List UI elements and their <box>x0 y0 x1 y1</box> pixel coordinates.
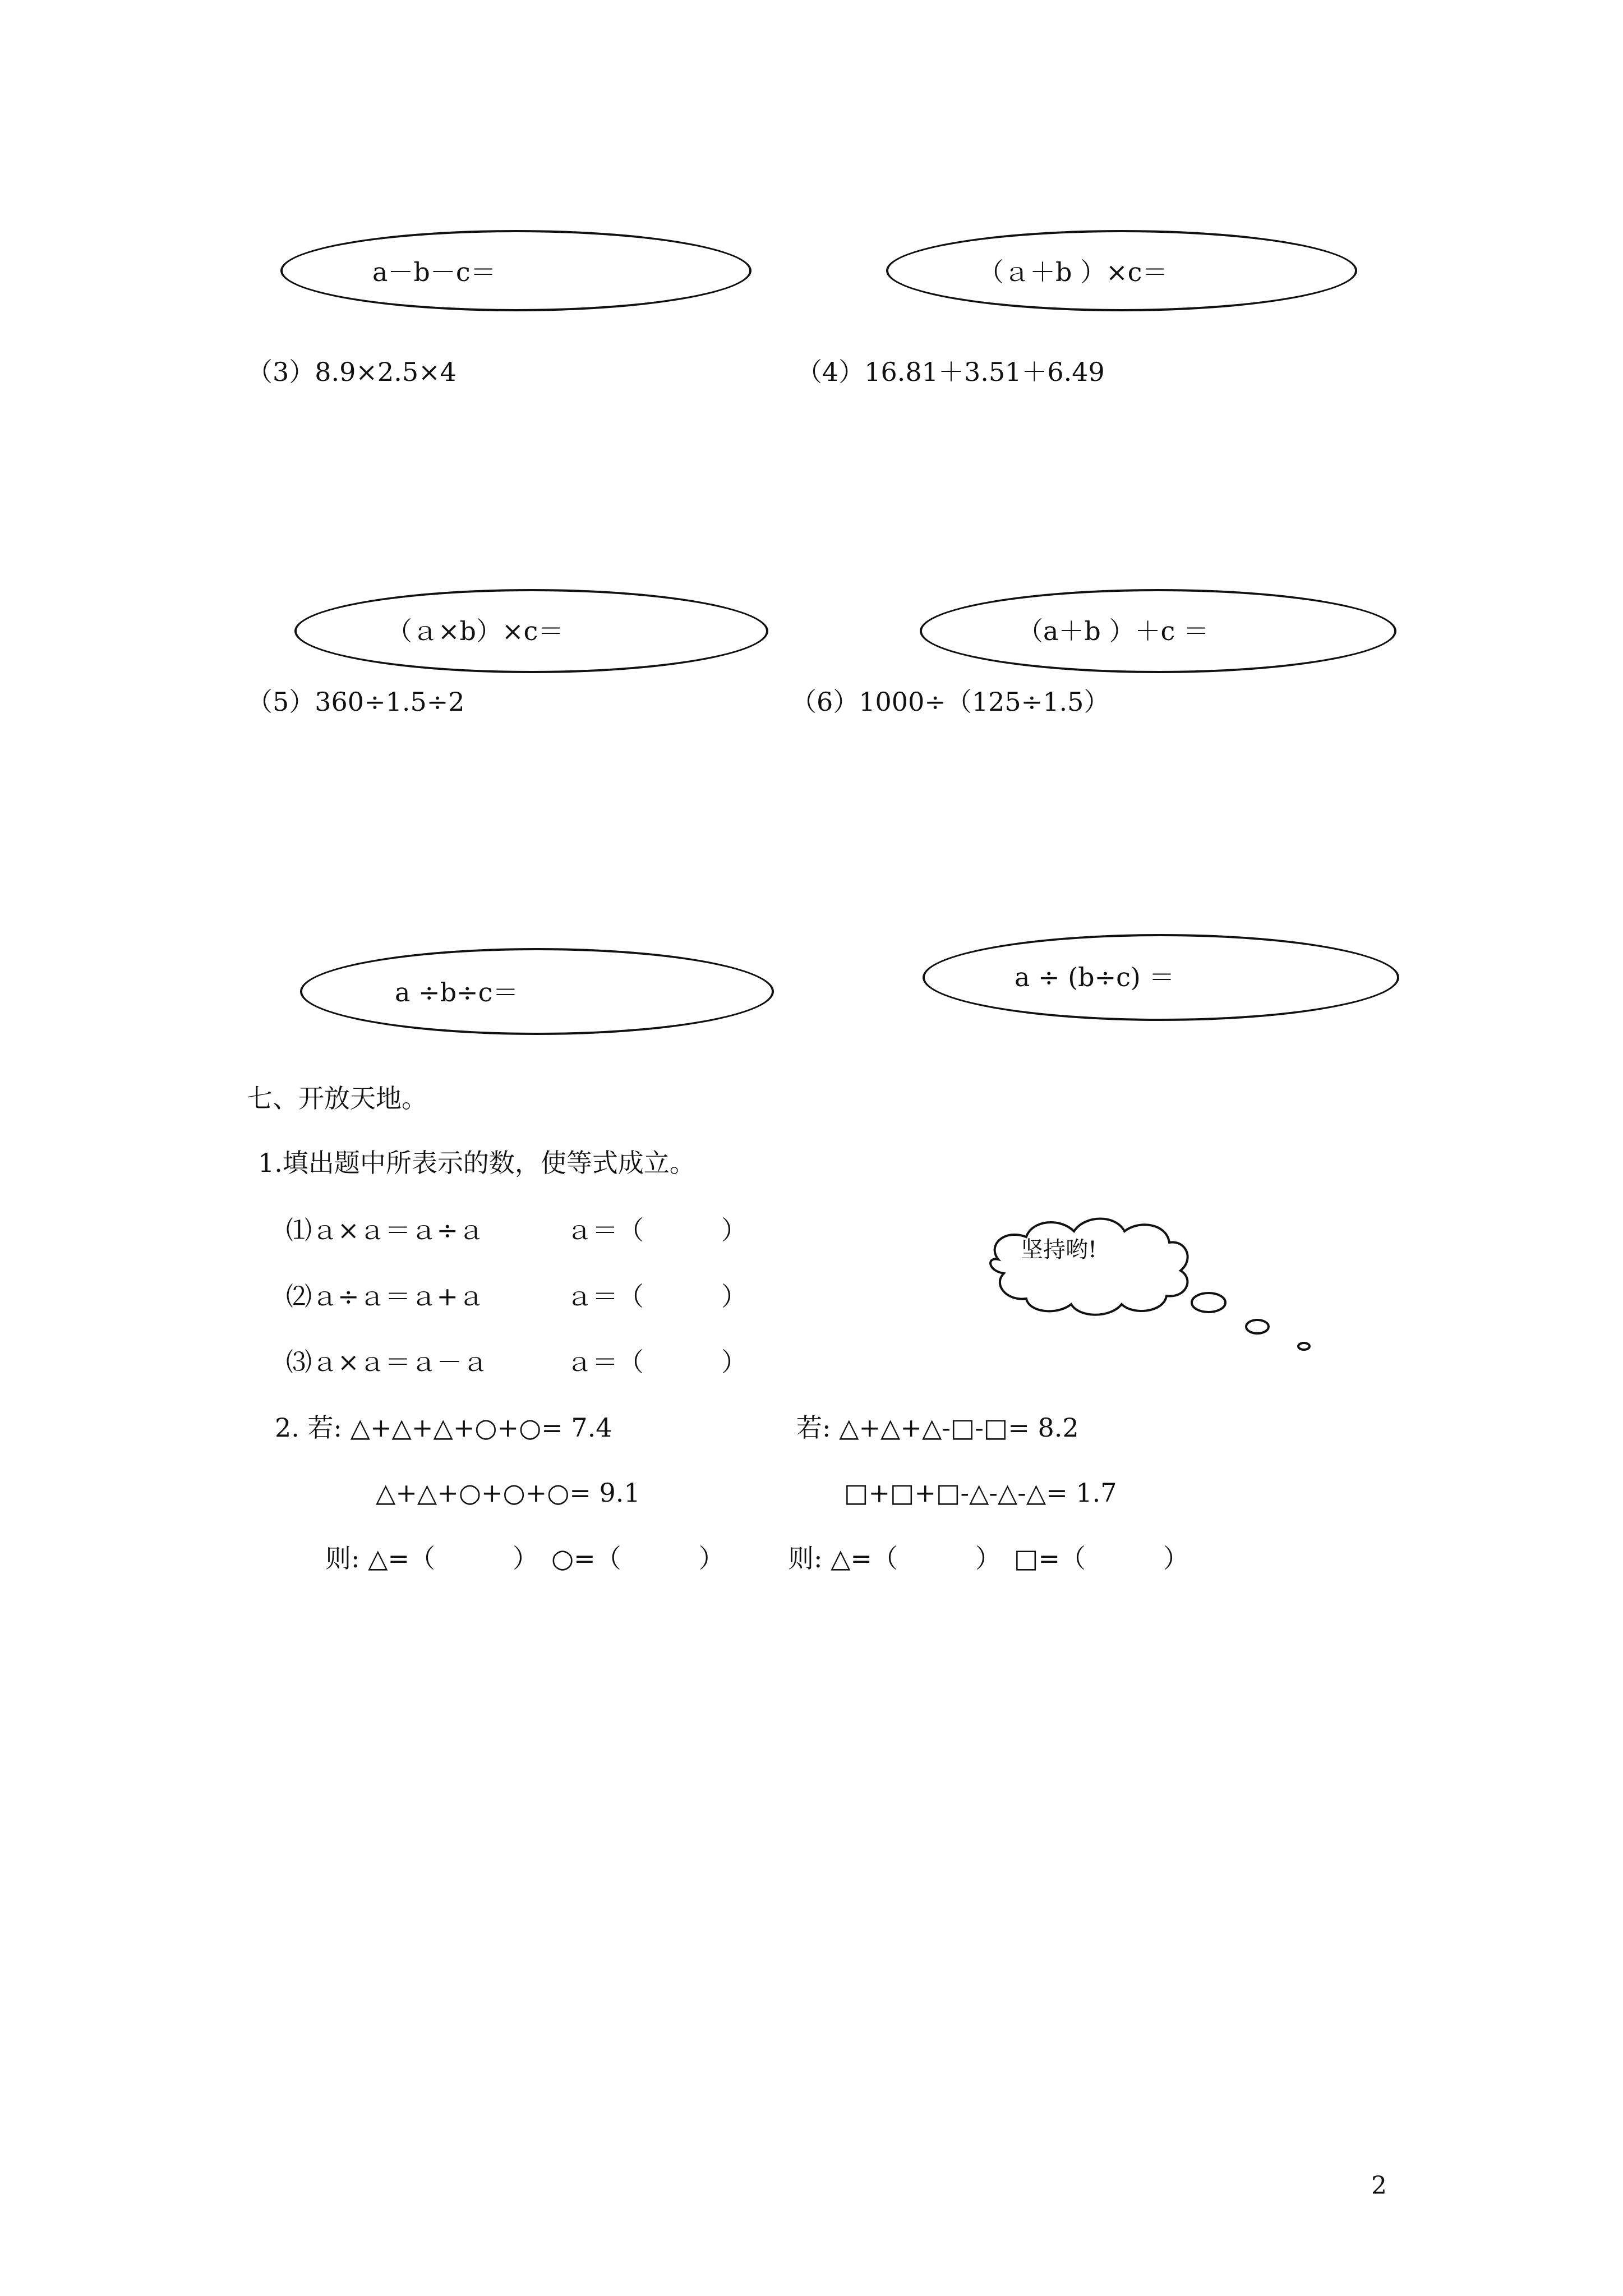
q2-left-line-2: △+△+○+○+○= 9.1 <box>376 1478 640 1508</box>
formula-oval-5 <box>300 948 774 1035</box>
q1-item-2-equation: ⑵ａ÷ａ＝ａ+ａ <box>286 1281 485 1312</box>
formula-oval-6 <box>923 934 1399 1021</box>
formula-oval-text: （ａ×b）×c＝ <box>386 616 564 646</box>
q2-left-result: 则: △=（ ） ○=（ ） <box>325 1543 725 1573</box>
q1-item-3-answer: ａ＝（ ） <box>566 1347 747 1377</box>
formula-oval-text: （ａ＋b ）×c＝ <box>978 257 1168 287</box>
q2-right-line-1: 若: △+△+△-□-□= 8.2 <box>796 1412 1079 1443</box>
formula-oval-text: a－b－c＝ <box>372 257 496 287</box>
formula-oval-text: （a＋b ）＋c ＝ <box>1017 616 1209 646</box>
q1-item-1-answer: ａ＝（ ） <box>566 1215 747 1245</box>
q2-left-line-1: 2. 若: △+△+△+○+○= 7.4 <box>275 1412 612 1443</box>
page-number: 2 <box>1371 2171 1387 2200</box>
formula-oval-4 <box>920 589 1396 673</box>
section-title: 七、开放天地。 <box>247 1083 427 1114</box>
formula-oval-text: a ÷b÷c＝ <box>395 977 519 1007</box>
q1-item-1-equation: ⑴ａ×ａ＝ａ÷ａ <box>286 1215 485 1245</box>
q2-right-result: 则: △=（ ） □=（ ） <box>788 1543 1189 1573</box>
q2-right-line-2: □+□+□-△-△-△= 1.7 <box>844 1478 1117 1508</box>
q1-title: 1.填出题中所表示的数，使等式成立。 <box>258 1148 695 1178</box>
problem-5: （5）360÷1.5÷2 <box>247 687 465 717</box>
problem-3: （3）8.9×2.5×4 <box>247 357 457 387</box>
formula-oval-2 <box>886 230 1357 311</box>
formula-oval-1 <box>280 230 751 311</box>
thought-bubble-text: 坚持哟! <box>1021 1237 1098 1263</box>
q1-item-3-equation: ⑶ａ×ａ＝ａ－ａ <box>286 1347 488 1377</box>
thought-cloud-icon <box>965 1206 1324 1363</box>
q1-item-2-answer: ａ＝（ ） <box>566 1281 747 1312</box>
problem-6: （6）1000÷（125÷1.5） <box>791 687 1110 717</box>
formula-oval-text: a ÷ (b÷c) ＝ <box>1015 962 1175 992</box>
problem-4: （4）16.81＋3.51＋6.49 <box>796 357 1105 387</box>
formula-oval-3 <box>294 589 768 673</box>
